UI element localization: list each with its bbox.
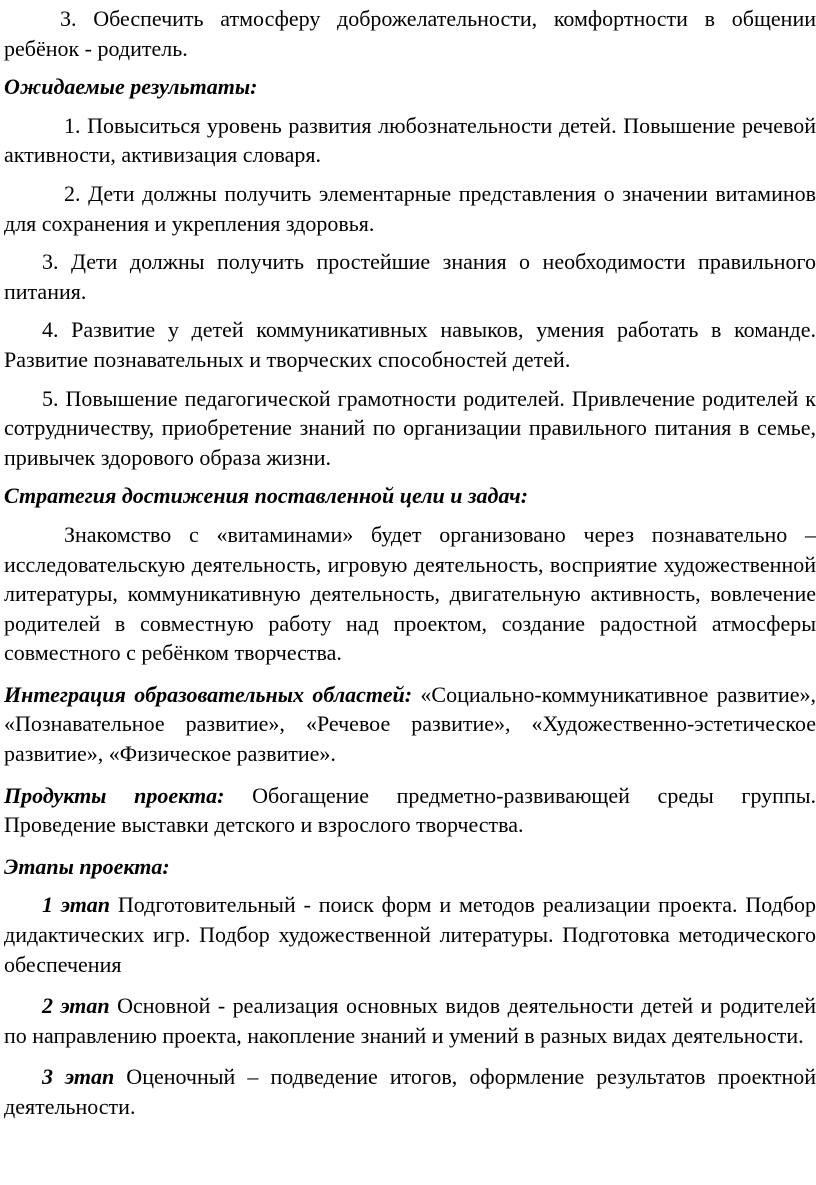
integration-heading: Интеграция образовательных областей: bbox=[4, 681, 413, 707]
expected-results-heading: Ожидаемые результаты: bbox=[4, 74, 258, 100]
stage-1-text: Подготовительный - поиск форм и методов реализации проекта. Подбор дидактических игр. Подбор художественной литературы. Подготовка методического обеспечения bbox=[4, 892, 816, 977]
integration-text: «Социально-коммуникативное развитие», «Познавательное развитие», «Речевое развитие», «Художественно-эстетическое развитие», «Физическое развитие». bbox=[4, 681, 816, 767]
products-heading: Продукты проекта: bbox=[4, 782, 225, 808]
expected-item-1: 1. Повыситься уровень развития любознательности детей. Повышение речевой активности, активизация словаря. bbox=[4, 112, 816, 168]
products-text: Обогащение предметно-развивающей среды группы. Проведение выставки детского и взрослого творчества. bbox=[4, 782, 816, 838]
products-paragraph bbox=[4, 781, 816, 840]
stage-3-text: Оценочный – подведение итогов, оформление результатов проектной деятельности. bbox=[4, 1064, 816, 1119]
expected-item-2: 2. Дети должны получить элементарные представления о значении витаминов для сохранения и укрепления здоровья. bbox=[4, 180, 816, 236]
strategy-text: Знакомство с «витаминами» будет организовано через познавательно – исследовательскую деятельность, игровую деятельность, восприятие художественной литературы, коммуникативную деятельность, двигательную активность, вовлечение родителей в совместную работу над проектом, создание радостной атмосферы совместного с ребёнком творчества. bbox=[4, 521, 816, 666]
expected-item-5: 5. Повышение педагогической грамотности родителей. Привлечение родителей к сотрудничеству, приобретение знаний по организации правильного питания в семье, привычек здорового образа жизни. bbox=[4, 385, 816, 470]
strategy-heading: Стратегия достижения поставленной цели и задач: bbox=[4, 483, 529, 509]
stage-1-label: 1 этап bbox=[42, 892, 111, 918]
expected-item-4: 4. Развитие у детей коммуникативных навыков, умения работать в команде. Развитие познавательных и творческих способностей детей. bbox=[4, 317, 816, 372]
stages-heading: Этапы проекта: bbox=[4, 853, 170, 879]
stage-1 bbox=[4, 890, 816, 979]
stage-3-label: 3 этап bbox=[42, 1064, 115, 1090]
integration-paragraph bbox=[4, 680, 816, 769]
stage-2 bbox=[4, 991, 816, 1050]
goal-item-3: 3. Обеспечить атмосферу доброжелательности, комфортности в общении ребёнок - родитель. bbox=[4, 6, 816, 61]
stage-2-label: 2 этап bbox=[42, 993, 110, 1019]
stage-2-text: Основной - реализация основных видов деятельности детей и родителей по направлению проекта, накопление знаний и умений в разных видах деятельности. bbox=[4, 993, 816, 1048]
document-page bbox=[0, 4, 816, 1122]
expected-item-3: 3. Дети должны получить простейшие знания о необходимости правильного питания. bbox=[4, 249, 816, 304]
stage-3 bbox=[4, 1062, 816, 1121]
